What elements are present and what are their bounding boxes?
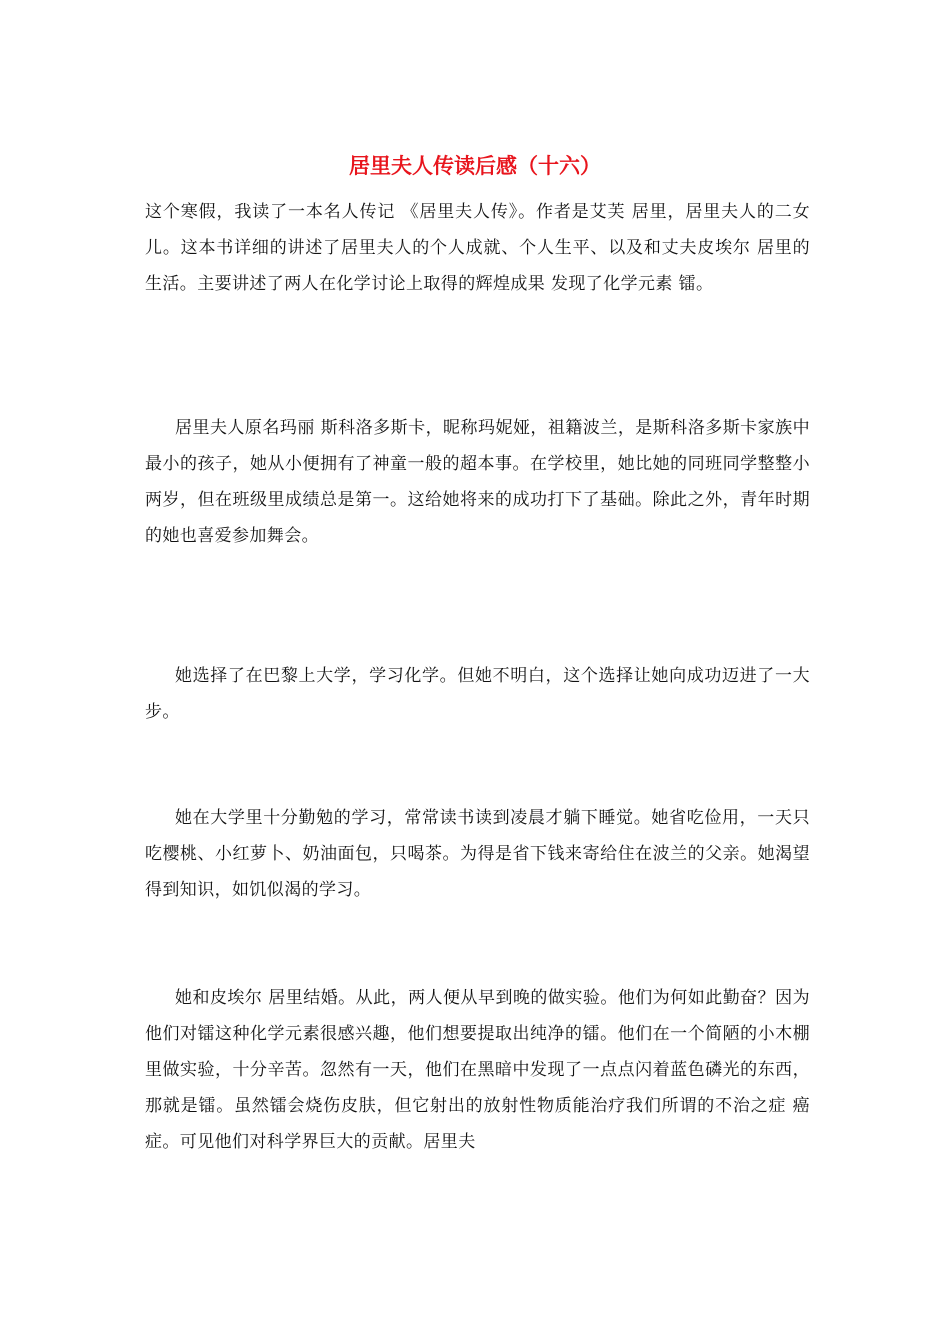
paragraph-university-choice: 她选择了在巴黎上大学，学习化学。但她不明白，这个选择让她向成功迈进了一大步。 bbox=[145, 666, 810, 722]
paragraph-marriage-research: 她和皮埃尔 居里结婚。从此，两人便从早到晚的做实验。他们为何如此勤奋？因为他们对镭这种化学元素很感兴趣，他们想要提取出纯净的镭。他们在一个简陋的小木棚里做实验，十分辛苦。忽然有一天，他们在黑暗中发现了一点点闪着蓝色磷光的东西，那就是镭。虽然镭会烧伤皮肤，但它射出的放射性物质能治疗我们所谓的不治之症 癌症。可见他们对科学界巨大的贡献。居里夫 bbox=[145, 988, 810, 1152]
paragraph-study-life: 她在大学里十分勤勉的学习，常常读书读到凌晨才躺下睡觉。她省吃俭用，一天只吃樱桃、小红萝卜、奶油面包，只喝茶。为得是省下钱来寄给住在波兰的父亲。她渴望得到知识，如饥似渴的学习。 bbox=[145, 808, 810, 900]
paragraph-early-life: 居里夫人原名玛丽 斯科洛多斯卡，昵称玛妮娅，祖籍波兰，是斯科洛多斯卡家族中最小的孩子，她从小便拥有了神童一般的超本事。在学校里，她比她的同班同学整整小两岁，但在班级里成绩总是第一。这给她将来的成功打下了基础。除此之外，青年时期的她也喜爱参加舞会。 bbox=[145, 418, 810, 546]
document-title: 居里夫人传读后感（十六） bbox=[349, 153, 601, 178]
paragraph-intro: 这个寒假，我读了一本名人传记 《居里夫人传》。作者是艾芙 居里，居里夫人的二女儿。这本书详细的讲述了居里夫人的个人成就、个人生平、以及和丈夫皮埃尔 居里的生活。主要讲述了两人在化学讨论上取得的辉煌成果 发现了化学元素 镭。 bbox=[145, 202, 810, 294]
